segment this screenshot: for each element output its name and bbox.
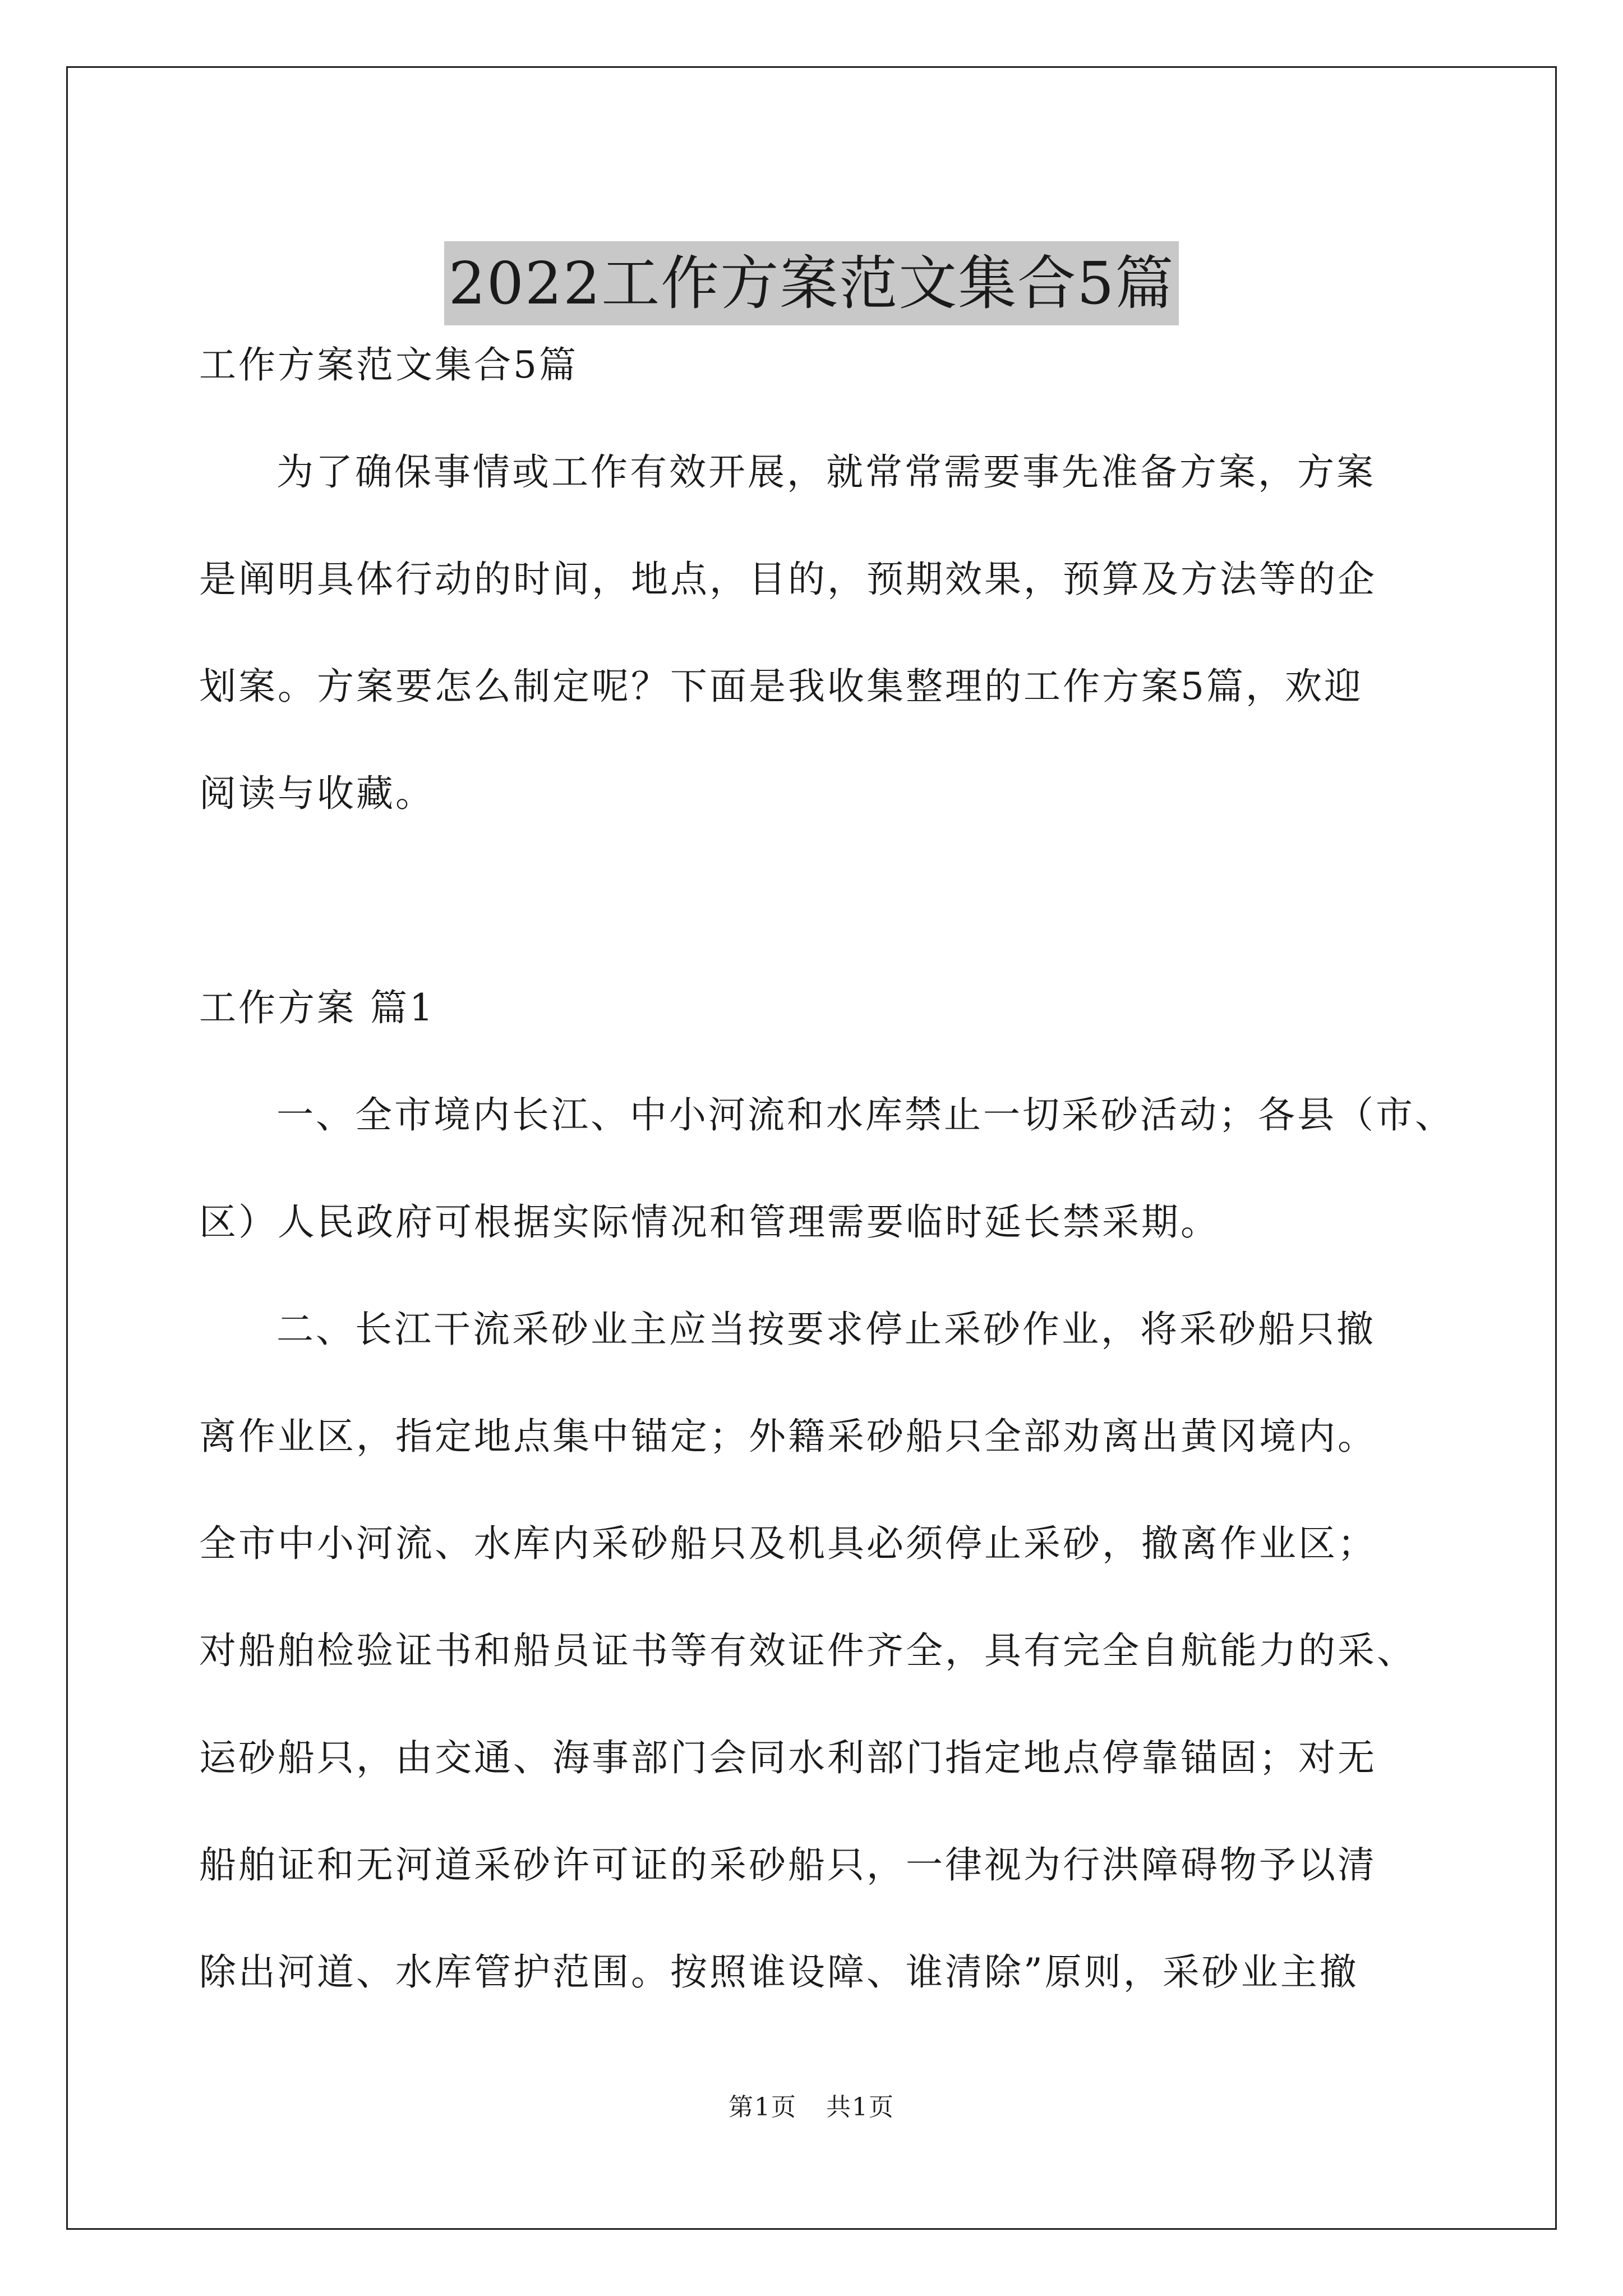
paragraph-line: 运砂船只，由交通、海事部门会同水利部门指定地点停靠锚固；对无	[199, 1736, 1377, 1779]
paragraph-line: 离作业区，指定地点集中锚定；外籍采砂船只全部劝离出黄冈境内。	[199, 1415, 1377, 1458]
document-body	[199, 311, 1455, 2026]
intro-line: 划案。方案要怎么制定呢？下面是我收集整理的工作方案5篇，欢迎	[199, 665, 1363, 708]
paragraph-line: 区）人民政府可根据实际情况和管理需要临时延长禁采期。	[199, 1200, 1220, 1244]
paragraph-line: 对船舶检验证书和船员证书等有效证件齐全，具有完全自航能力的采、	[199, 1629, 1416, 1672]
paragraph-line: 船舶证和无河道采砂许可证的采砂船只，一律视为行洪障碍物予以清	[199, 1843, 1377, 1887]
paragraph-line: 全市中小河流、水库内采砂船只及机具必须停止采砂，撤离作业区；	[199, 1522, 1377, 1565]
paragraph-line: 除出河道、水库管护范围。按照谁设障、谁清除”原则，采砂业主撤	[199, 1950, 1359, 1994]
section-heading: 工作方案 篇1	[199, 986, 435, 1029]
paragraph-gap	[199, 847, 1455, 954]
document-title: 2022工作方案范文集合5篇	[444, 241, 1179, 325]
document-subtitle: 工作方案范文集合5篇	[199, 343, 578, 386]
paragraph-line: 二、长江干流采砂业主应当按要求停止采砂作业，将采砂船只撤	[276, 1308, 1376, 1351]
page-footer	[0, 2087, 1623, 2123]
page-number: 第1页	[728, 2093, 797, 2122]
intro-line: 阅读与收藏。	[199, 772, 435, 815]
intro-line: 是阐明具体行动的时间，地点，目的，预期效果，预算及方法等的企	[199, 558, 1377, 601]
page-total: 共1页	[826, 2093, 895, 2122]
intro-line: 为了确保事情或工作有效开展，就常常需要事先准备方案，方案	[276, 450, 1376, 494]
paragraph-line: 一、全市境内长江、中小河流和水库禁止一切采砂活动；各县（市、	[276, 1093, 1454, 1137]
